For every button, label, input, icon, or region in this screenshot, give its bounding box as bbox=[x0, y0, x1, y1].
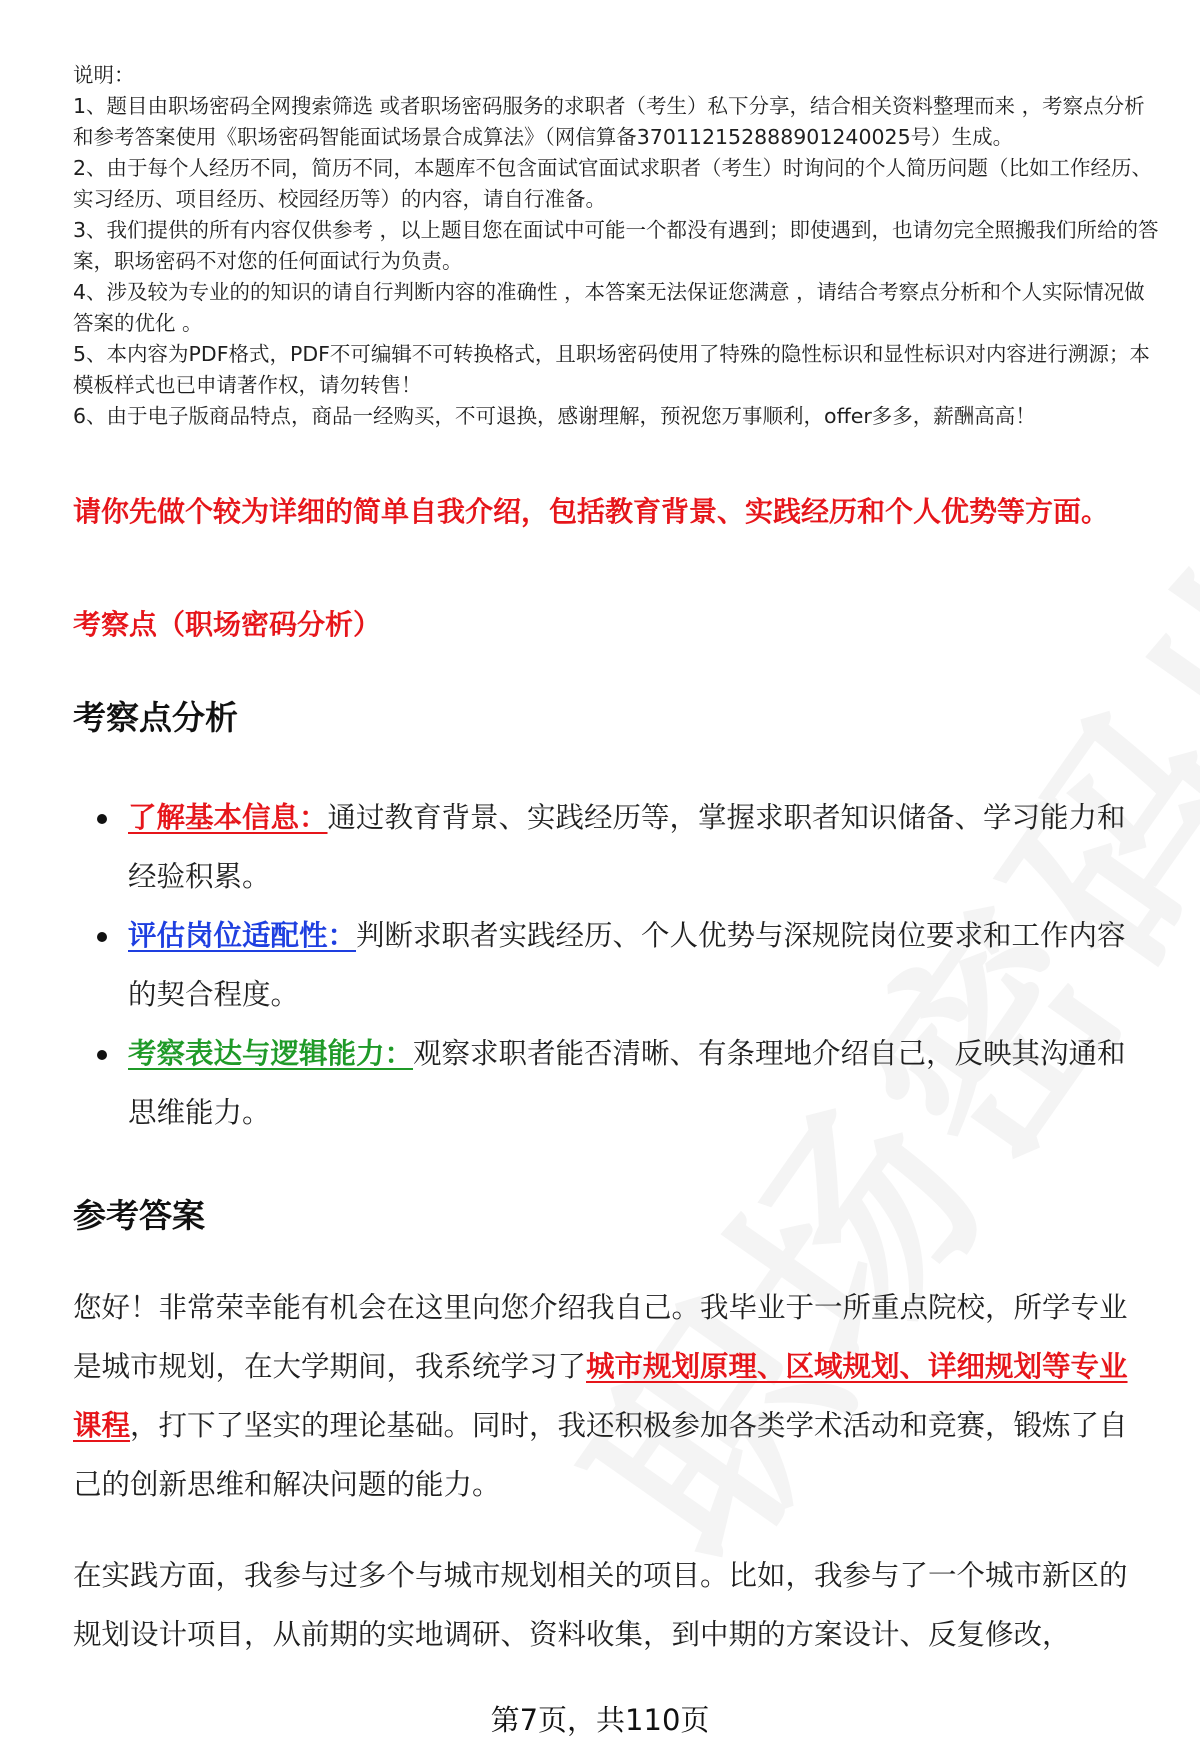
analysis-points bbox=[73, 788, 1153, 1142]
disclaimer-notes bbox=[73, 60, 1163, 432]
point-keyword: 评估岗位适配性： bbox=[128, 919, 357, 952]
point-text: 通过教育背景、实践经历等，掌握求职者知识储备、学习能力和经验积累。 bbox=[128, 801, 1126, 893]
answer-highlight: 城市规划原理、区域规划、详细规划等专业课程 bbox=[73, 1350, 1128, 1442]
note-item: 2、由于每个人经历不同，简历不同，本题库不包含面试官面试求职者（考生）时询问的个人简历问题（比如工作经历、实习经历、项目经历、校园经历等）的内容，请自行准备。 bbox=[73, 156, 1153, 211]
answer-heading: 参考答案 bbox=[73, 1196, 205, 1235]
analysis-heading: 考察点分析 bbox=[73, 698, 238, 737]
bullet-icon bbox=[97, 814, 107, 824]
bullet-icon bbox=[97, 932, 107, 942]
bullet-icon bbox=[97, 1050, 107, 1060]
analysis-point bbox=[73, 906, 1153, 1024]
notes-heading: 说明： bbox=[73, 63, 135, 87]
point-keyword: 考察表达与逻辑能力： bbox=[128, 1037, 414, 1070]
answer-paragraph: 在实践方面，我参与过多个与城市规划相关的项目。比如，我参与了一个城市新区的规划设计项目，从前期的实地调研、资料收集，到中期的方案设计、反复修改， bbox=[73, 1559, 1128, 1651]
note-item: 6、由于电子版商品特点，商品一经购买，不可退换，感谢理解，预祝您万事顺利，offer多多，薪酬高高！ bbox=[73, 404, 1036, 428]
note-item: 1、题目由职场密码全网搜索筛选 或者职场密码服务的求职者（考生）私下分享，结合相关资料整理而来 ，考察点分析和参考答案使用《职场密码智能面试场景合成算法》（网信算备370112152888901240025号）生成。 bbox=[73, 94, 1145, 149]
point-keyword: 了解基本信息： bbox=[128, 801, 328, 834]
point-text: 观察求职者能否清晰、有条理地介绍自己，反映其沟通和思维能力。 bbox=[128, 1037, 1126, 1129]
analysis-point bbox=[73, 1024, 1153, 1142]
page-number: 第7页，共110页 bbox=[490, 1703, 710, 1737]
note-item: 5、本内容为PDF格式，PDF不可编辑不可转换格式，且职场密码使用了特殊的隐性标识和显性标识对内容进行溯源；本模板样式也已申请著作权，请勿转售！ bbox=[73, 342, 1150, 397]
interview-question: 请你先做个较为详细的简单自我介绍，包括教育背景、实践经历和个人优势等方面。 bbox=[73, 495, 1110, 528]
point-text: 判断求职者实践经历、个人优势与深规院岗位要求和工作内容的契合程度。 bbox=[128, 919, 1126, 1011]
answer-text: ，打下了坚实的理论基础。同时，我还积极参加各类学术活动和竞赛，锻炼了自己的创新思维和解决问题的能力。 bbox=[73, 1409, 1128, 1501]
analysis-label: 考察点（职场密码分析） bbox=[73, 608, 382, 641]
note-item: 3、我们提供的所有内容仅供参考 ，以上题目您在面试中可能一个都没有遇到；即使遇到，也请勿完全照搬我们所给的答案，职场密码不对您的任何面试行为负责。 bbox=[73, 218, 1159, 273]
answer-paragraph bbox=[73, 1278, 1153, 1514]
answer-text: 您好！非常荣幸能有机会在这里向您介绍我自己。我毕业于一所重点院校，所学专业是城市规划，在大学期间，我系统学习了 bbox=[73, 1291, 1128, 1383]
note-item: 4、涉及较为专业的的知识的请自行判断内容的准确性 ，本答案无法保证您满意 ，请结合考察点分析和个人实际情况做答案的优化 。 bbox=[73, 280, 1145, 335]
analysis-point bbox=[73, 788, 1153, 906]
